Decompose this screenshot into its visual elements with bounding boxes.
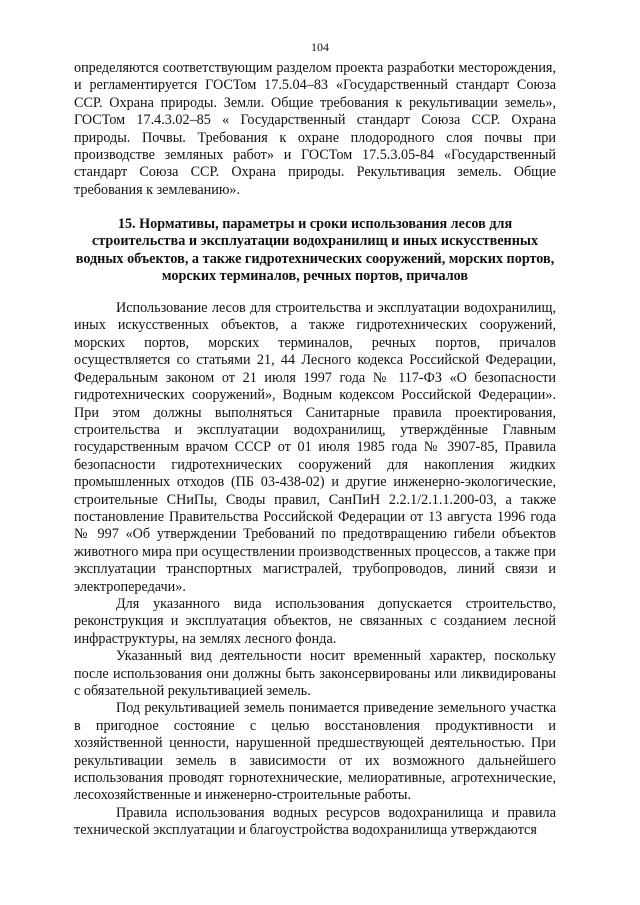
body-paragraph: Для указанного вида использования допускается строительство, реконструкция и эксплуатация объектов, не связанных с созданием лесной инфраструктуры, на землях лесного фонда. [74, 595, 556, 647]
section-heading: 15. Нормативы, параметры и сроки использования лесов для строительства и эксплуатации водохранилищ и иных искусственных водных объектов, а также гидротехнических сооружений, морских портов, морских терминалов, речных портов, причалов [75, 216, 555, 284]
body-paragraph: Правила использования водных ресурсов водохранилища и правила технической эксплуатации и благоустройства водохранилища утверждаются [74, 804, 556, 839]
document-body [74, 60, 556, 840]
body-paragraph: Использование лесов для строительства и эксплуатации водохранилищ, иных искусственных объектов, а также гидротехнических сооружений, морских портов, морских терминалов, речных портов, причалов осуществляется со статьями 21, 44 Лесного кодекса Российской Федерации, Федеральным законом от 21 июля 1997 года № 117-ФЗ «О безопасности гидротехнических сооружений», Водным кодексом Российской Федерации». При этом должны выполняться Санитарные правила проектирования, строительства и эксплуатации водохранилищ, утверждённые Главным государственным врачом СССР от 01 июля 1985 года № 3907-85, Правила безопасности гидротехнических сооружений для накопления жидких промышленных отходов (ПБ 03-438-02) и другие инженерно-экологические, строительные СНиПы, Своды правил, СанПиН 2.2.1/2.1.1.200-03, а также постановление Правительства Российской Федерации от 13 августа 1996 года № 997 «Об утверждении Требований по предотвращению гибели объектов животного мира при осуществлении производственных процессов, а также при эксплуатации транспортных магистралей, трубопроводов, линий связи и электропередачи». [74, 300, 556, 595]
body-paragraph: Под рекультивацией земель понимается приведение земельного участка в пригодное состояние с целью восстановления продуктивности и хозяйственной ценности, нарушенной предшествующей деятельностью. При рекультивации земель в зависимости от их возможного дальнейшего использования проводят горнотехнические, мелиоративные, агротехнические, лесохозяйственные и инженерно-строительные работы. [74, 700, 556, 804]
intro-paragraph: определяются соответствующим разделом проекта разработки месторождения, и регламентируется ГОСТом 17.5.04–83 «Государственный стандарт Союза ССР. Охрана природы. Земли. Общие требования к рекультивации земель», ГОСТом 17.4.3.02–85 « Государственный стандарт Союза ССР. Охрана природы. Почвы. Требования к охране плодородного слоя почвы при производстве земляных работ» и ГОСТом 17.5.3.05-84 «Государственный стандарт Союза ССР. Охрана природы. Рекультивация земель. Общие требования к землеванию». [74, 60, 556, 198]
body-paragraph: Указанный вид деятельности носит временный характер, поскольку после использования они должны быть законсервированы или ликвидированы с обязательной рекультивацией земель. [74, 648, 556, 699]
page-number: 104 [311, 40, 329, 54]
